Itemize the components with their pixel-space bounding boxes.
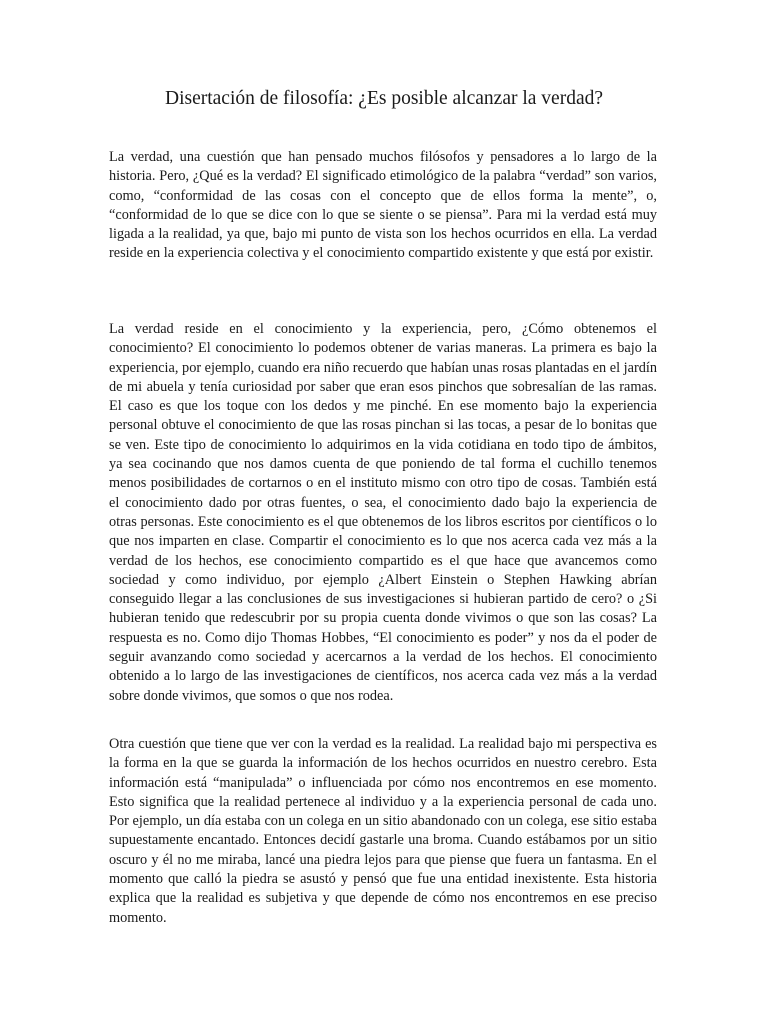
paragraph-reality: Otra cuestión que tiene que ver con la verdad es la realidad. La realidad bajo mi perspectiva es la forma en la que se guarda la información de los hechos ocurridos en nuestro cerebro. Esta información está “manipulada” o influenciada por cómo nos encontremos en ese momento. Esto significa que la realidad pertenece al individuo y a la experiencia personal de cada uno. Por ejemplo, un día estaba con un colega en un sitio abandonado con un colega, ese sitio estaba supuestamente encantado. Entonces decidí gastarle una broma. Cuando estábamos por un sitio oscuro y él no me miraba, lancé una piedra lejos para que piense que fuera un fantasma. En el momento que calló la piedra se asustó y pensó que fue una entidad inexistente. Esta historia explica que la realidad es subjetiva y que depende de cómo nos encontremos en ese preciso momento. [109,736,657,926]
document-title: Disertación de filosofía: ¿Es posible alcanzar la verdad? [164,88,604,109]
paragraph-introduction: La verdad, una cuestión que han pensado muchos filósofos y pensadores a lo largo de la historia. Pero, ¿Qué es la verdad? El significado etimológico de la palabra “verdad” son varios, como, “conformidad de las cosas con el concepto que de ellos forma la mente”, o, “conformidad de lo que se dice con lo que se siente o se piensa”. Para mi la verdad está muy ligada a la realidad, ya que, bajo mi punto de vista son los hechos ocurridos en ella. La verdad reside en la experiencia colectiva y el conocimiento compartido existente y que está por existir. [109,149,657,262]
paragraph-knowledge: La verdad reside en el conocimiento y la experiencia, pero, ¿Cómo obtenemos el conocimiento? El conocimiento lo podemos obtener de varias maneras. La primera es bajo la experiencia, por ejemplo, cuando era niño recuerdo que habían unas rosas plantadas en el jardín de mi abuela y tenía curiosidad por saber que eran esos pinchos que sobresalían de las ramas. El caso es que los toque con los dedos y me pinché. En ese momento bajo la experiencia personal obtuve el conocimiento de que las rosas pinchan si las tocas, a pesar de lo bonitas que se ven. Este tipo de conocimiento lo adquirimos en la vida cotidiana en todo tipo de ámbitos, ya sea cocinando que nos damos cuenta de que poniendo de tal forma el cuchillo tenemos menos posibilidades de cortarnos o en el instituto mismo con otro tipo de cosas. También está el conocimiento dado por otras fuentes, o sea, el conocimiento dado bajo la experiencia de otras personas. Este conocimiento es el que obtenemos de los libros escritos por científicos o lo que nos imparten en clase. Compartir el conocimiento es lo que nos acerca cada vez más a la verdad de los hechos, ese conocimiento compartido es el que hace que avancemos como sociedad y como individuo, por ejemplo ¿Albert Einstein o Stephen Hawking abrían conseguido llegar a las conclusiones de sus investigaciones si hubieran partido de cero? o ¿Si hubieran tenido que redescubrir por su propia cuenta donde vivimos o que son las cosas? La respuesta es no. Como dijo Thomas Hobbes, “El conocimiento es poder” y nos da el poder de seguir avanzando como sociedad y acercarnos a la verdad de los hechos. El conocimiento obtenido a lo largo de las investigaciones de científicos, nos acerca cada vez más a la verdad sobre donde vivimos, que somos o que nos rodea. [109,321,657,704]
